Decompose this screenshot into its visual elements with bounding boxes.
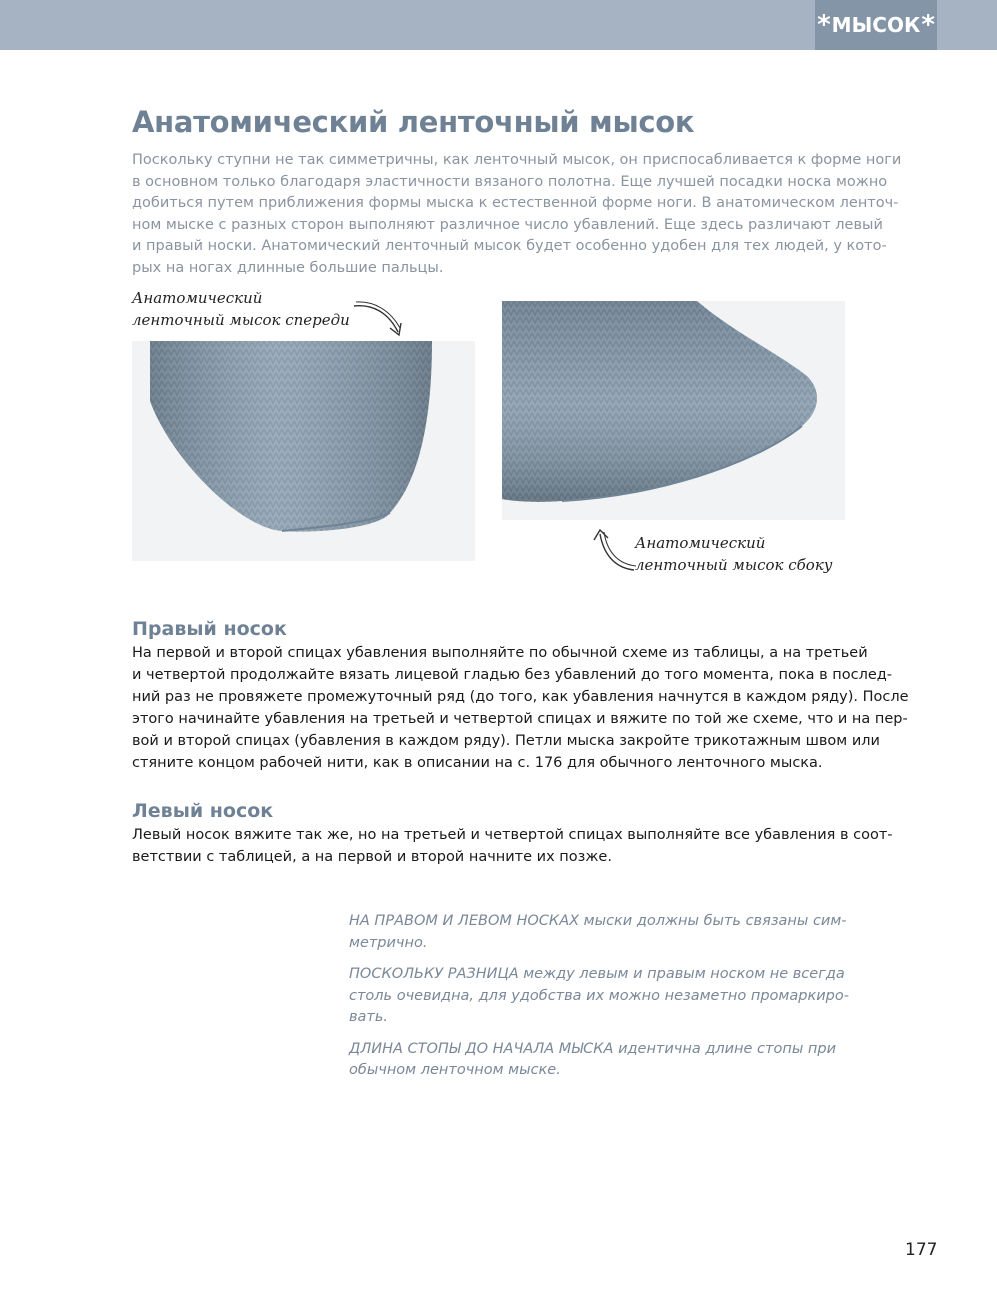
right-sock-heading: Правый носок [132, 618, 287, 640]
intro-line: добиться путем приближения формы мыска к естественной форме ноги. В анатомическом ленточ- [132, 195, 899, 212]
curved-arrow-icon [592, 526, 638, 574]
intro-line: Поскольку ступни не так симметричны, как ленточный мысок, он приспосабливается к форме ноги [132, 152, 902, 168]
page-title: Анатомический ленточный мысок [132, 105, 695, 139]
note-line: обычном ленточном мыске. [349, 1062, 561, 1078]
note-item [349, 911, 869, 954]
notes-block [349, 911, 869, 1092]
paragraph-line: этого начинайте убавления на третьей и четвертой спицах и вяжите по той же схеме, что и на пер- [132, 711, 908, 727]
right-sock-paragraph [132, 642, 909, 774]
curved-arrow-icon [350, 298, 406, 340]
sock-toe-front-photo [132, 341, 475, 561]
note-line: столь очевидна, для удобства их можно незаметно промаркиро- [349, 987, 849, 1004]
caption-line: Анатомический [635, 534, 766, 552]
paragraph-line: На первой и второй спицах убавления выполняйте по обычной схеме из таблицы, а на третьей [132, 645, 868, 661]
sock-toe-side-photo [502, 301, 845, 520]
paragraph-line: стяните концом рабочей нити, как в описании на с. 176 для обычного ленточного мыска. [132, 755, 823, 771]
intro-line: в основном только благодаря эластичности вязаного полотна. Еще лучшей посадки носка можно [132, 173, 888, 190]
section-tab [815, 0, 937, 50]
star-icon: * [921, 10, 935, 40]
section-label: МЫСОК [831, 13, 921, 37]
paragraph-line: и четвертой продолжайте вязать лицевой гладью без убавлений до того момента, пока в послед- [132, 667, 893, 683]
caption-line: Анатомический [132, 289, 263, 307]
caption-side [635, 532, 832, 576]
paragraph-line: вой и второй спицах (убавления в каждом ряду). Петли мыска закройте трикотажным швом или [132, 733, 880, 749]
intro-paragraph [132, 150, 902, 280]
caption-front [132, 287, 350, 331]
paragraph-line: ветствии с таблицей, а на первой и второй начните их позже. [132, 849, 612, 865]
note-line: метрично. [349, 934, 428, 951]
star-icon: * [817, 10, 831, 40]
note-line: ДЛИНА СТОПЫ ДО НАЧАЛА МЫСКА идентична длине стопы при [349, 1040, 836, 1057]
paragraph-line: Левый носок вяжите так же, но на третьей и четвертой спицах выполняйте все убавления в соот- [132, 827, 893, 843]
intro-line: рых на ногах длинные большие пальцы. [132, 259, 444, 276]
caption-line: ленточный мысок спереди [132, 311, 350, 329]
caption-line: ленточный мысок сбоку [635, 556, 833, 574]
intro-line: ном мыске с разных сторон выполняют различное число убавлений. Еще здесь различают левый [132, 216, 883, 233]
note-item [349, 1039, 869, 1082]
intro-line: и правый носки. Анатомический ленточный мысок будет особенно удобен для тех людей, у кото- [132, 238, 887, 255]
note-line: вать. [349, 1009, 389, 1025]
paragraph-line: ний раз не провяжете промежуточный ряд (до того, как убавления начнутся в каждом ряду). После [132, 689, 909, 705]
left-sock-paragraph [132, 824, 893, 868]
page-number: 177 [905, 1240, 938, 1260]
note-line: НА ПРАВОМ И ЛЕВОМ НОСКАХ мыски должны быть связаны сим- [349, 913, 847, 929]
note-item [349, 964, 869, 1029]
note-line: ПОСКОЛЬКУ РАЗНИЦА между левым и правым носком не всегда [349, 966, 845, 982]
left-sock-heading: Левый носок [132, 800, 274, 822]
